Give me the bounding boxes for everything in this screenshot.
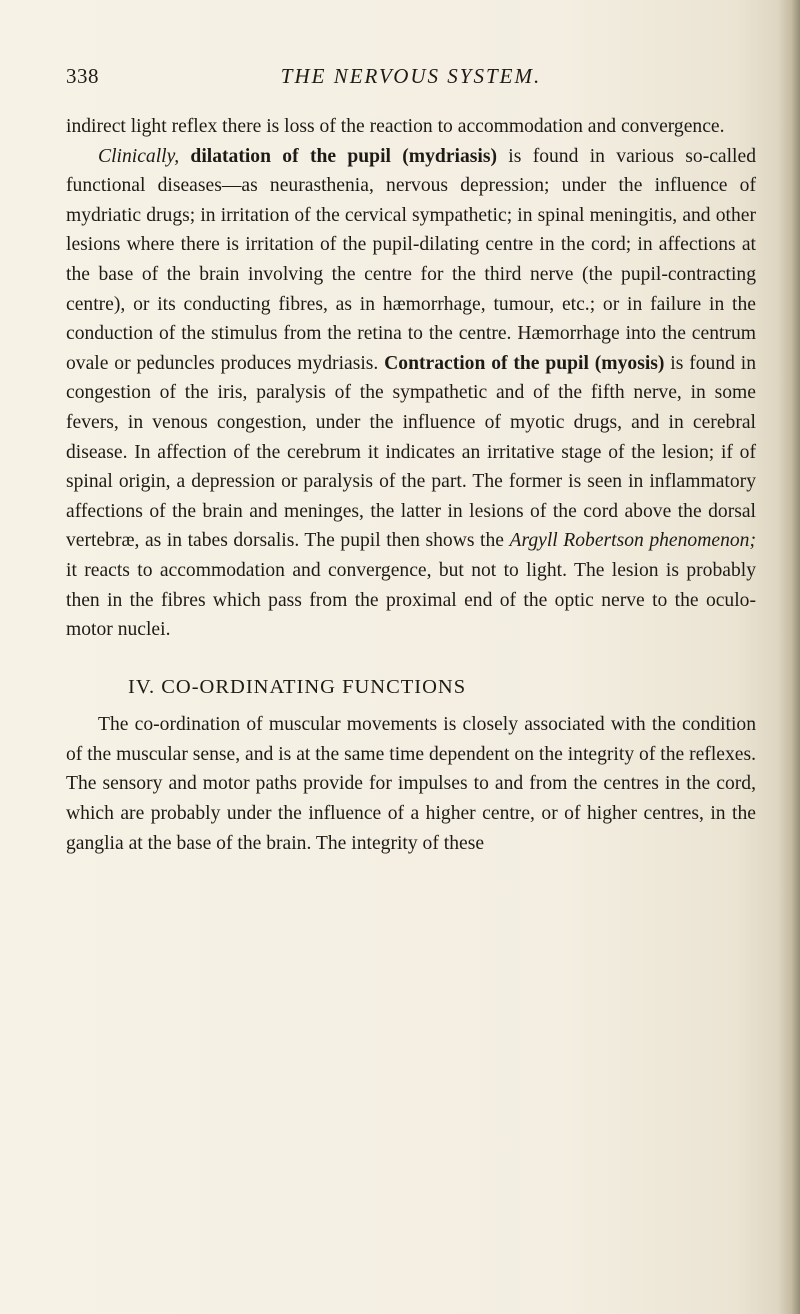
paragraph-text-3: it reacts to accommodation and convergence, but not to light. The lesion is probably then in the fibres which pass from the proximal end of the optic nerve to the oculo-motor nuclei. (66, 559, 756, 641)
paragraph-continuation (66, 112, 756, 142)
page-number: 338 (66, 64, 99, 88)
term-myosis: Contraction of the pupil (myosis) (384, 352, 665, 374)
page-header (66, 64, 756, 98)
paragraph-text-2: is found in congestion of the iris, paralysis of the sympathetic and of the fifth nerve, in some fevers, in venous congestion, under the influence of myotic drugs, and in cerebral disease. In affection of the cerebrum it indicates an irritative stage of the lesion; if of spinal origin, a depression or paralysis of the part. The former is seen in inflammatory affections of the brain and meninges, the latter in lesions of the cord above the dorsal vertebræ, as in tabes dorsalis. The pupil then shows the (66, 352, 756, 552)
paragraph-coordination (66, 710, 756, 858)
paragraph-continuation-text: indirect light reflex there is loss of the reaction to accommodation and convergence. (66, 116, 725, 137)
paragraph-pupil-clinical (66, 142, 756, 645)
section-heading: IV. CO-ORDINATING FUNCTIONS (128, 675, 467, 698)
term-argyll-robertson: Argyll Robertson phenomenon; (509, 530, 756, 552)
lead-italic: Clinically, (98, 145, 180, 167)
body-text (66, 112, 756, 858)
running-title: THE NERVOUS SYSTEM. (280, 64, 542, 88)
page-edge-shadow (778, 0, 800, 1314)
paragraph-text-1: is found in various so-called functional diseases—as neurasthenia, nervous depression; under the influence of mydriatic drugs; in irritation of the cervical sympathetic; in spinal meningitis, and other lesions where there is irritation of the pupil-dilating centre in the cord; in affections at the base of the brain involving the centre for the third nerve (the pupil-contracting centre), or its conducting fibres, as in hæmorrhage, tumour, etc.; or in failure in the conduction of the stimulus from the retina to the centre. Hæmorrhage into the centrum ovale or peduncles produces mydriasis. (66, 145, 756, 374)
paragraph-coordination-text: The co-ordination of muscular movements is closely associated with the condition of the muscular sense, and is at the same time dependent on the integrity of the reflexes. The sensory and motor paths provide for impulses to and from the centres in the cord, which are probably under the influence of a higher centre, or of higher centres, in the ganglia at the base of the brain. The integrity of these (66, 714, 756, 854)
term-mydriasis: dilatation of the pupil (mydriasis) (190, 145, 497, 167)
